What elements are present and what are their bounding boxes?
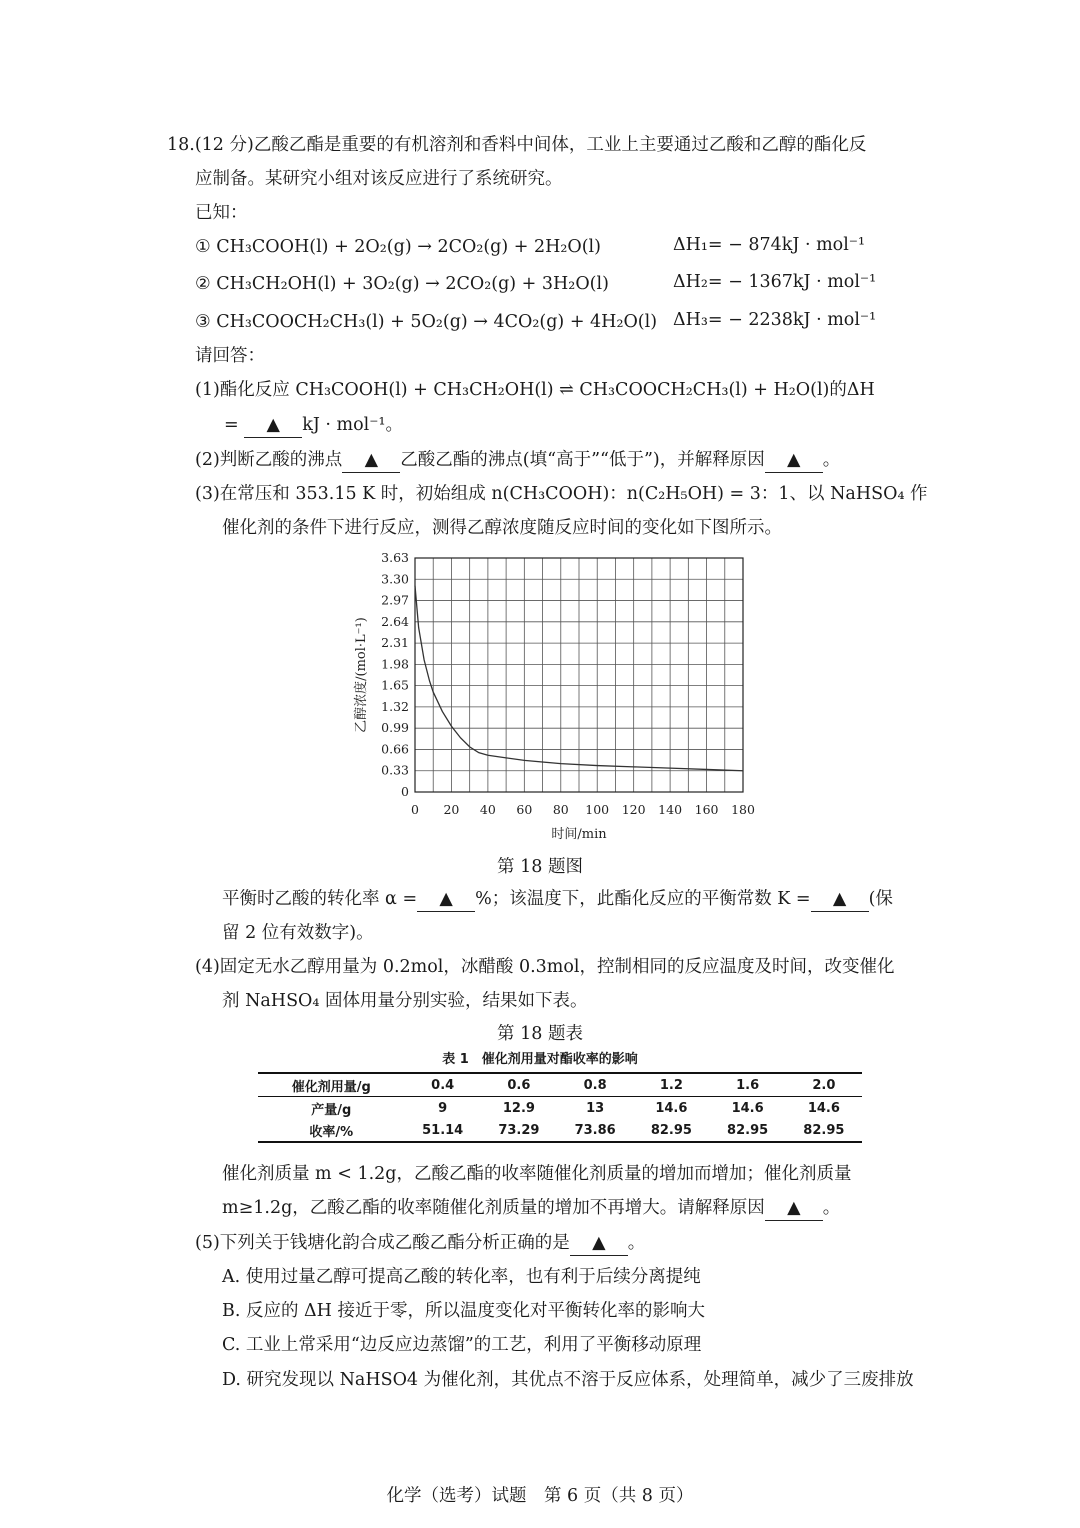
x-tick-label: 20	[443, 802, 460, 817]
part3-line1: (3)在常压和 353.15 K 时，初始组成 n(CH₃COOH)：n(C₂H₅OH) = 3：1、以 NaHSO₄ 作	[195, 484, 928, 504]
answer-blank-5[interactable]: ▲	[570, 1231, 628, 1256]
x-tick-label: 0	[411, 802, 419, 817]
part4-text-b: 。	[822, 1198, 841, 1218]
figure-caption: 第 18 题图	[497, 857, 583, 877]
part5-end: 。	[627, 1233, 646, 1253]
enthalpy-2: ΔH₂= − 1367kJ · mol⁻¹	[673, 272, 877, 292]
table-cell: 14.6	[655, 1100, 688, 1116]
y-tick-label: 2.64	[381, 613, 409, 629]
table-cell: 1.6	[710, 1073, 786, 1097]
part5-text: (5)下列关于钱塘化韵合成乙酸乙酯分析正确的是	[195, 1233, 570, 1253]
table-cell: 14.6	[807, 1100, 840, 1116]
x-tick-label: 60	[516, 802, 533, 817]
y-tick-label: 0	[401, 784, 409, 799]
table-row	[258, 1119, 862, 1142]
y-tick-label: 0.66	[381, 741, 409, 757]
table-cell: 催化剂用量/g	[258, 1073, 405, 1097]
part3-text-b: %；该温度下，此酯化反应的平衡常数 K =	[475, 889, 811, 909]
part2-line	[195, 448, 840, 473]
y-tick-label: 0.99	[381, 720, 409, 736]
y-tick-label: 3.63	[381, 550, 409, 565]
page-footer: 化学（选考）试题 第 6 页（共 8 页）	[386, 1486, 694, 1506]
part2-text-c: 。	[822, 450, 841, 470]
table-cell: 12.9	[502, 1100, 535, 1116]
y-axis-label: 乙醇浓度/(mol·L⁻¹)	[354, 617, 369, 733]
table-cell: 73.86	[557, 1119, 633, 1142]
part4-line3: 催化剂质量 m < 1.2g，乙酸乙酯的收率随催化剂质量的增加而增加；催化剂质量	[222, 1164, 852, 1184]
table-cell: 9	[438, 1100, 448, 1116]
table-cell: 1.2	[633, 1073, 709, 1097]
table-cell: 73.29	[481, 1119, 557, 1142]
y-tick-label: 3.30	[381, 571, 409, 587]
table-row	[258, 1097, 862, 1120]
ethanol-concentration-chart	[340, 548, 770, 848]
y-tick-label: 0.33	[381, 762, 409, 778]
table-cell: 82.95	[710, 1119, 786, 1142]
table-cell: 2.0	[786, 1073, 862, 1097]
x-tick-label: 140	[658, 802, 683, 817]
part1-prefix: =	[224, 415, 245, 435]
please-answer-label: 请回答：	[195, 346, 265, 366]
x-axis-label: 时间/min	[551, 827, 607, 842]
option-b: B. 反应的 ΔH 接近于零，所以温度变化对平衡转化率的影响大	[222, 1301, 706, 1321]
y-tick-label: 1.32	[381, 698, 409, 714]
part4-line2: 剂 NaHSO₄ 固体用量分别实验，结果如下表。	[222, 991, 588, 1011]
answer-blank-2a[interactable]: ▲	[342, 448, 400, 473]
table-cell: 0.6	[481, 1073, 557, 1097]
x-tick-label: 100	[585, 802, 610, 817]
x-tick-label: 160	[694, 802, 719, 817]
part3-answer-line	[222, 887, 893, 912]
equation-2: ② CH₃CH₂OH(l) + 3O₂(g) → 2CO₂(g) + 3H₂O(l)	[195, 274, 609, 294]
answer-blank-1[interactable]: ▲	[244, 413, 302, 438]
part1-reaction: (1)酯化反应 CH₃COOH(l) + CH₃CH₂OH(l) ⇌ CH₃COOCH₂CH₃(l) + H₂O(l)的ΔH	[195, 380, 875, 400]
table-cell: 收率/%	[258, 1119, 405, 1142]
x-tick-label: 180	[731, 802, 755, 817]
table-cell: 82.95	[633, 1119, 709, 1142]
catalyst-table	[258, 1072, 862, 1143]
y-tick-label: 2.31	[381, 635, 409, 651]
part2-text-b: 乙酸乙酯的沸点(填“高于”“低于”)，并解释原因	[400, 450, 765, 470]
answer-blank-2b[interactable]: ▲	[765, 448, 823, 473]
table-cell: 0.4	[405, 1073, 481, 1097]
part3-line2: 催化剂的条件下进行反应，测得乙醇浓度随反应时间的变化如下图所示。	[222, 518, 782, 538]
enthalpy-3: ΔH₃= − 2238kJ · mol⁻¹	[673, 310, 877, 330]
option-d: D. 研究发现以 NaHSO4 为催化剂，其优点不溶于反应体系，处理简单，减少了三废排放	[222, 1370, 914, 1390]
x-tick-label: 120	[621, 802, 646, 817]
part1-unit: kJ · mol⁻¹。	[302, 415, 404, 435]
y-tick-label: 2.97	[381, 592, 409, 608]
y-tick-label: 1.65	[381, 677, 409, 693]
y-tick-label: 1.98	[381, 656, 409, 672]
table-cell: 0.8	[557, 1073, 633, 1097]
part4-line1: (4)固定无水乙醇用量为 0.2mol，冰醋酸 0.3mol，控制相同的反应温度及时间，改变催化	[195, 957, 895, 977]
answer-blank-3b[interactable]: ▲	[811, 887, 869, 912]
part2-text-a: (2)判断乙酸的沸点	[195, 450, 343, 470]
option-c: C. 工业上常采用“边反应边蒸馏”的工艺，利用了平衡移动原理	[222, 1335, 702, 1355]
table-cell: 14.6	[731, 1100, 764, 1116]
part3-note: 留 2 位有效数字)。	[222, 923, 374, 943]
table-cell: 51.14	[405, 1119, 481, 1142]
option-a: A. 使用过量乙醇可提高乙酸的转化率，也有利于后续分离提纯	[222, 1267, 701, 1287]
equation-1: ① CH₃COOH(l) + 2O₂(g) → 2CO₂(g) + 2H₂O(l)	[195, 237, 601, 257]
table-cell: 13	[586, 1100, 605, 1116]
x-tick-label: 40	[479, 802, 496, 817]
enthalpy-1: ΔH₁= − 874kJ · mol⁻¹	[673, 235, 866, 255]
table-row	[258, 1073, 862, 1097]
question-intro-line1: 18.(12 分)乙酸乙酯是重要的有机溶剂和香料中间体，工业上主要通过乙酸和乙醇的酯化反	[167, 135, 867, 155]
table-title: 表 1 催化剂用量对酯收率的影响	[442, 1052, 638, 1067]
part1-answer-line	[224, 413, 403, 438]
part4-text-a: m≥1.2g，乙酸乙酯的收率随催化剂质量的增加不再增大。请解释原因	[222, 1198, 765, 1218]
table-cell: 82.95	[786, 1119, 862, 1142]
answer-blank-3a[interactable]: ▲	[417, 887, 475, 912]
table-caption: 第 18 题表	[497, 1024, 583, 1044]
part3-text-c: (保	[868, 889, 893, 909]
x-tick-label: 80	[552, 802, 569, 817]
table-cell: 产量/g	[311, 1102, 352, 1118]
part4-line4	[222, 1196, 840, 1221]
equation-3: ③ CH₃COOCH₂CH₃(l) + 5O₂(g) → 4CO₂(g) + 4H₂O(l)	[195, 312, 658, 332]
part3-text-a: 平衡时乙酸的转化率 α =	[222, 889, 418, 909]
answer-blank-4[interactable]: ▲	[765, 1196, 823, 1221]
question-intro-line2: 应制备。某研究小组对该反应进行了系统研究。	[195, 169, 563, 189]
known-label: 已知：	[195, 203, 248, 223]
part5-line	[195, 1231, 645, 1256]
